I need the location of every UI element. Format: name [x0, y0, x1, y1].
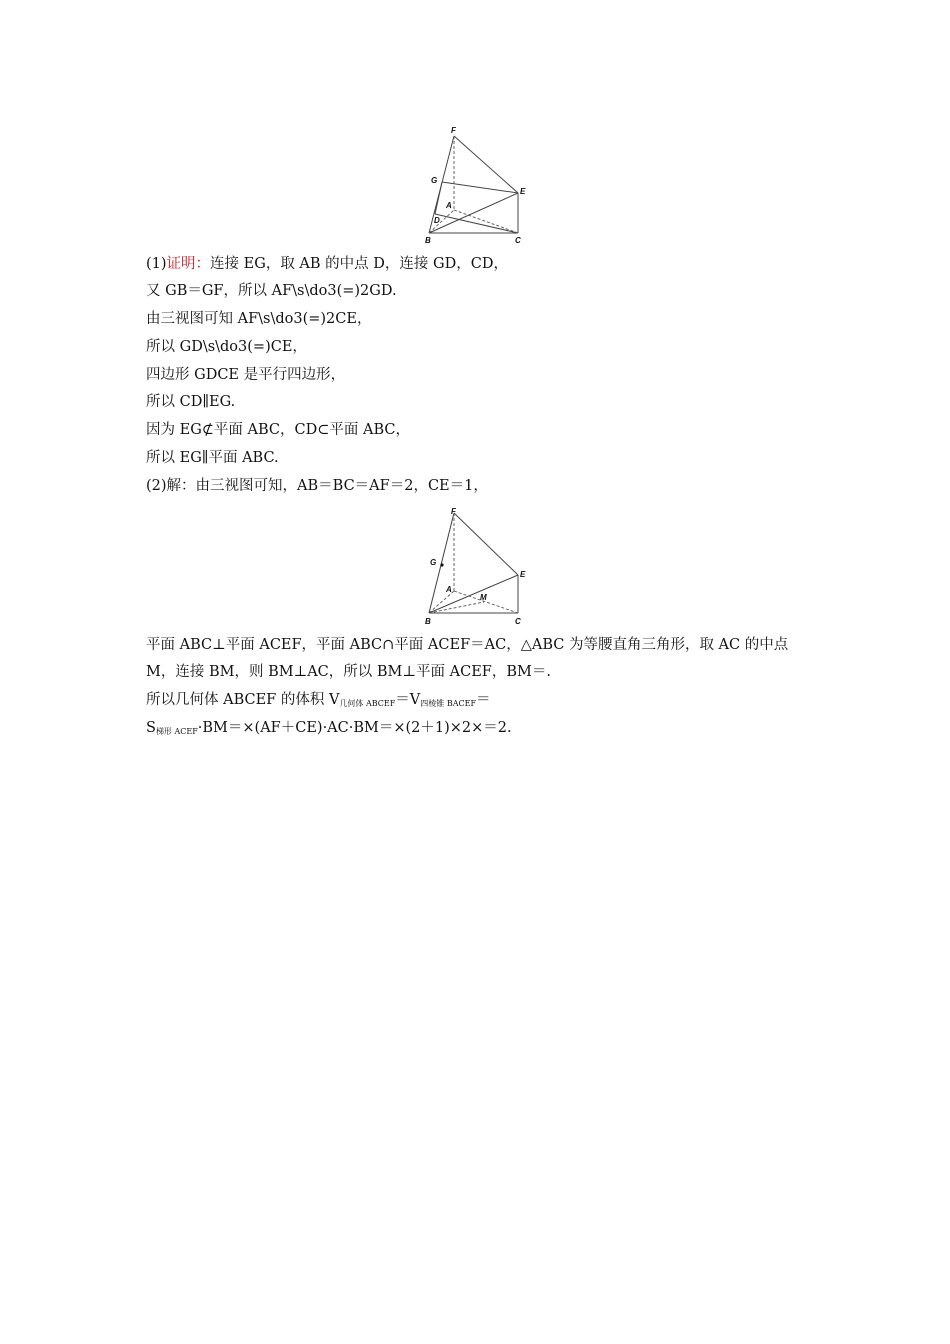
proof1-line-3: 由三视图可知 AF\s\do3(=)2CE，	[146, 311, 372, 327]
label-c: C	[515, 236, 521, 245]
edge-dc	[435, 214, 518, 233]
proof1-line-7: 因为 EG⊄平面 ABC，CD⊂平面 ABC，	[146, 422, 410, 438]
proof2-line-3: M，连接 BM，则 BM⊥AC，所以 BM⊥平面 ACEF，BM＝.	[146, 664, 551, 680]
figure-solid-2	[418, 505, 534, 630]
edge-ba-hidden	[429, 591, 454, 613]
proof2-line-4: 所以几何体 ABCEF 的体积 $V_{几何体 ABCEF}=V_{四棱锥 BACEF}=$	[146, 692, 491, 708]
label-b: B	[425, 617, 431, 626]
edge-be	[429, 193, 518, 233]
edge-be	[429, 575, 518, 613]
edge-gd	[435, 182, 442, 214]
edge-fe	[454, 136, 518, 193]
proof2-line-2: 平面 ABC⊥平面 ACEF，平面 ABC∩平面 ACEF＝AC，△ABC 为等腰直角三角形，取 AC 的中点	[146, 637, 789, 653]
proof2-line-1: (2)解：由三视图可知，AB＝BC＝AF＝2，CE＝1，	[146, 478, 488, 494]
proof1-line-8: 所以 EG∥平面 ABC.	[146, 450, 279, 466]
label-b: B	[425, 236, 431, 245]
proof1-line-6: 所以 CD∥EG.	[146, 394, 236, 410]
label-c: C	[515, 617, 521, 626]
label-g: G	[430, 558, 437, 567]
label-d: D	[434, 216, 440, 225]
figure-2-svg	[418, 505, 534, 630]
edge-fe	[454, 513, 518, 575]
figure-1-svg	[418, 122, 534, 247]
point-g	[440, 563, 443, 566]
proof2-line-5: $S_{梯形 ACEF}\cdot BM=\times(AF+CE)\cdot AC\cdot BM=\times(2+1)\times 2\times=2$.	[146, 720, 512, 736]
label-e: E	[520, 187, 526, 196]
label-f: F	[451, 507, 456, 516]
label-g: G	[431, 176, 438, 185]
edge-ge	[442, 182, 518, 193]
edge-bm-hidden	[429, 602, 484, 613]
proof1-line-5: 四边形 GDCE 是平行四边形，	[146, 367, 346, 383]
proof1-line-2: 又 GB＝GF，所以 AF\s\do3(=)2GD.	[146, 283, 397, 299]
label-a: A	[446, 201, 452, 210]
label-m: M	[480, 593, 487, 602]
proof1-line-1: (1)证明：连接 EG，取 AB 的中点 D，连接 GD，CD，	[146, 256, 508, 272]
label-a: A	[446, 585, 452, 594]
edge-ac-hidden	[454, 210, 518, 233]
edge-ba-hidden	[429, 210, 454, 233]
label-f: F	[451, 126, 456, 135]
proof1-line-4: 所以 GD\s\do3(=)CE，	[146, 339, 307, 355]
label-e: E	[520, 570, 526, 579]
figure-solid-1	[418, 122, 534, 247]
proof-label: 证明：	[166, 256, 211, 272]
